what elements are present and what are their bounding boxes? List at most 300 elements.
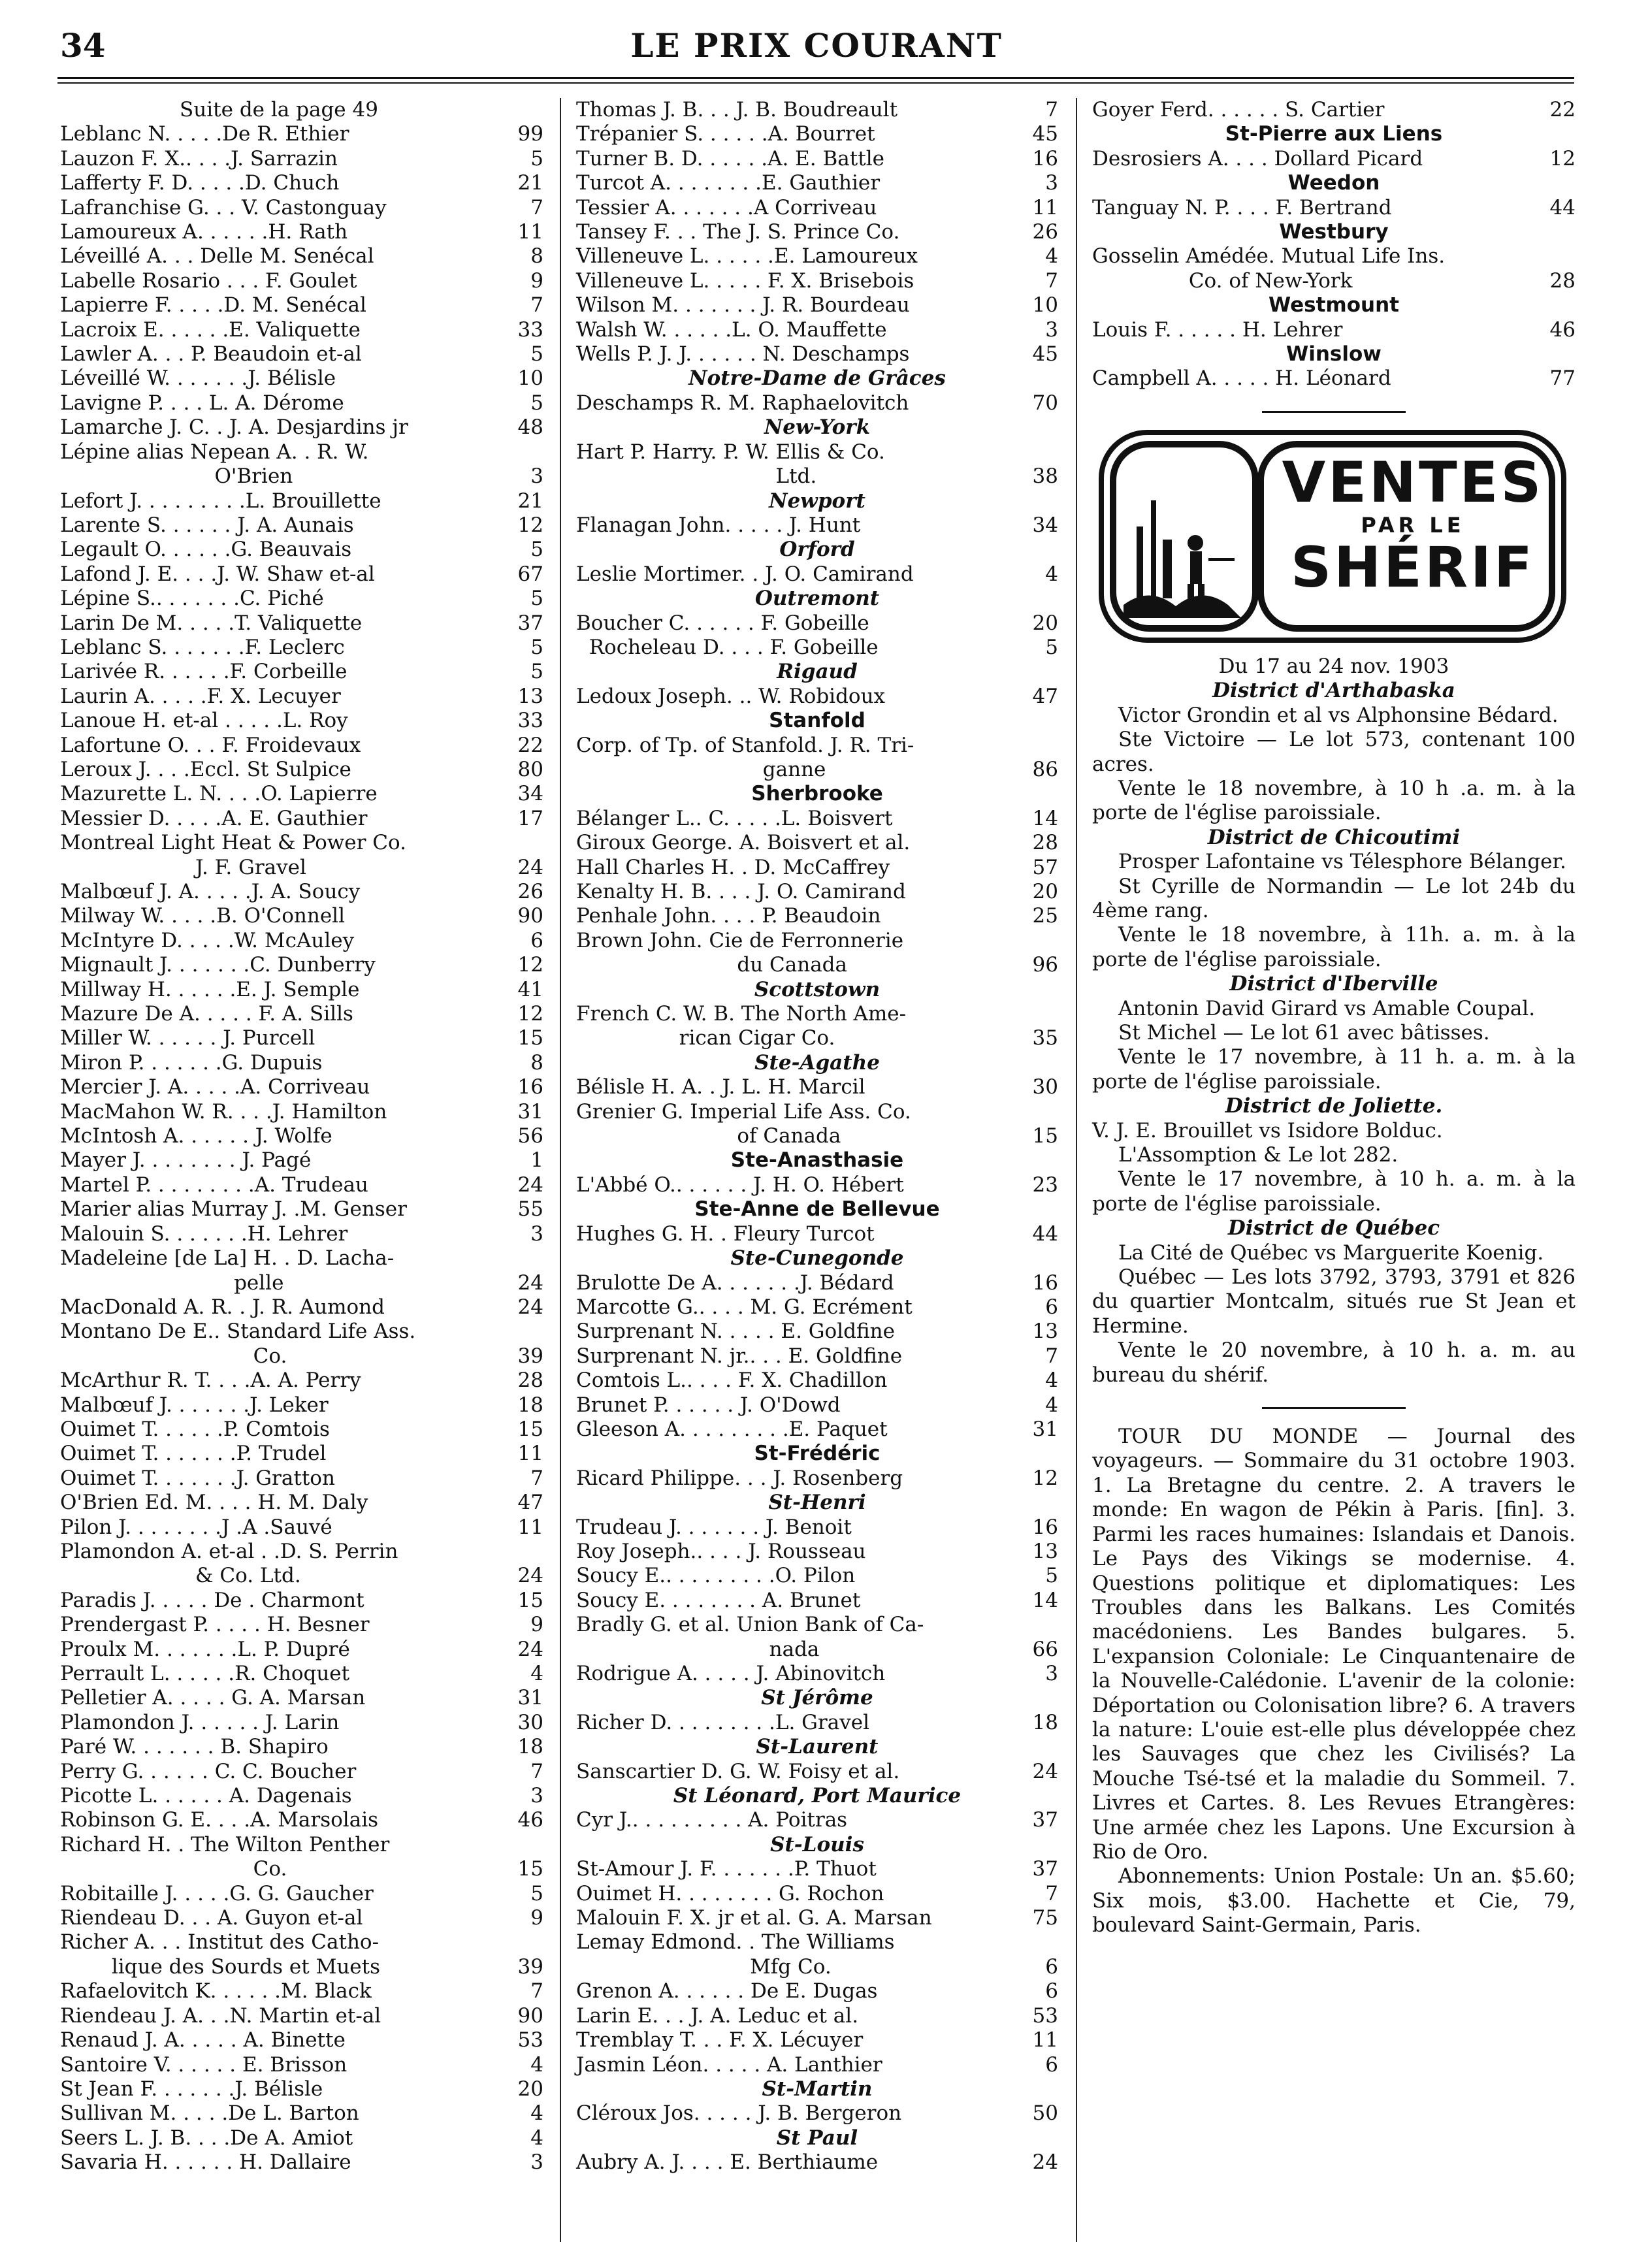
list-item	[576, 1760, 1058, 1784]
entry-amount: 44	[1032, 1222, 1058, 1246]
entry-amount: 4	[1045, 1369, 1058, 1393]
list-item	[576, 2028, 1058, 2052]
entry-names: Miron P. . . . . . .G. Dupuis	[60, 1050, 323, 1075]
entry-names: Flanagan John. . . . . J. Hunt	[576, 513, 861, 537]
entry-names: Léveillé W. . . . . . .J. Bélisle	[60, 366, 336, 391]
entry-names: St-Amour J. F. . . . . . .P. Thuot	[576, 1857, 877, 1881]
entry-amount: 17	[517, 806, 543, 830]
entry-amount: 6	[1045, 1979, 1058, 2003]
entry-amount: 15	[1032, 1124, 1058, 1148]
entry-amount: 13	[1032, 1320, 1058, 1344]
list-item	[576, 1613, 1058, 1662]
list-item	[60, 440, 543, 489]
entry-amount: 5	[530, 538, 543, 562]
entry-names: Jasmin Léon. . . . . A. Lanthier	[576, 2052, 882, 2077]
entry-amount: 4	[530, 2052, 543, 2077]
list-item	[576, 269, 1058, 293]
list-item	[1092, 318, 1576, 342]
locality-heading: Ste-Anne de Bellevue	[694, 1197, 940, 1222]
entry-amount: 39	[517, 1954, 543, 1979]
entry-names: Malbœuf J. A. . . . .J. A. Soucy	[60, 880, 361, 903]
entry-amount: 50	[1032, 2101, 1058, 2126]
list-item	[60, 342, 543, 366]
entry-names: Mayer J. . . . . . . . J. Pagé	[60, 1148, 312, 1173]
locality-heading: St Jérôme	[761, 1686, 873, 1710]
entry-names: Wilson M. . . . . . . J. R. Bourdeau	[576, 293, 910, 317]
entry-names: Martel P. . . . . . . . .A. Trudeau	[60, 1173, 368, 1197]
entry-names: Millway H. . . . . .E. J. Semple	[60, 977, 360, 1001]
entry-amount: 4	[530, 2126, 543, 2150]
entry-amount: 4	[530, 2101, 543, 2126]
sale-paragraph: Vente le 17 novembre, à 10 h. a. m. à la porte de l'église paroissiale.	[1092, 1167, 1576, 1216]
list-item	[1092, 147, 1576, 171]
entry-amount: 77	[1549, 366, 1576, 391]
list-item	[60, 1589, 543, 1613]
entry-names: Kenalty H. B. . . . J. O. Camirand	[576, 880, 906, 903]
sale-paragraph: Québec — Les lots 3792, 3793, 3791 et 826 du quartier Montcalm, situés rue St Jean et Hermine.	[1092, 1265, 1576, 1338]
list-item	[60, 2101, 543, 2126]
list-item	[1092, 196, 1576, 220]
list-item	[576, 562, 1058, 587]
column-2	[576, 98, 1058, 2268]
locality-heading: St-Louis	[770, 1832, 864, 1856]
list-item	[576, 342, 1058, 366]
list-item	[60, 1466, 543, 1491]
entry-amount: 13	[1032, 1539, 1058, 1563]
entry-amount: 7	[530, 1759, 543, 1783]
entry-amount: 24	[1032, 1759, 1058, 1783]
tour-du-monde-notice	[1092, 1425, 1576, 1938]
sheriff-sales-logo	[1097, 429, 1568, 644]
list-item	[1092, 98, 1576, 122]
entry-amount: 7	[1045, 1881, 1058, 1905]
entry-amount: 23	[1032, 1173, 1058, 1197]
list-item	[60, 1638, 543, 1662]
sale-paragraph: V. J. E. Brouillet vs Isidore Bolduc.	[1092, 1118, 1443, 1142]
list-item	[60, 1833, 543, 1882]
entry-names: Soucy E. . . . . . . . A. Brunet	[576, 1588, 861, 1612]
entry-names: Grenier G. Imperial Life Ass. Co. of Canada	[576, 1099, 911, 1148]
entry-amount: 31	[517, 1099, 543, 1124]
entry-names: Desrosiers A. . . . Dollard Picard	[1092, 146, 1423, 170]
entry-amount: 6	[1045, 2052, 1058, 2077]
entry-names: Madeleine [de La] H. . D. Lacha- pelle	[60, 1246, 395, 1295]
entry-names: Plamondon A. et-al . .D. S. Perrin & Co. Ltd.	[60, 1539, 398, 1588]
entry-amount: 7	[530, 195, 543, 219]
list-item	[60, 489, 543, 513]
list-item	[60, 758, 543, 782]
list-item	[60, 1613, 543, 1637]
list-item	[576, 147, 1058, 171]
masthead-title: LE PRIX COURANT	[630, 26, 1003, 65]
locality-heading: Notre-Dame de Grâces	[688, 366, 946, 391]
entry-names: Soucy E.. . . . . . . . .O. Pilon	[576, 1564, 856, 1588]
locality-heading: Weedon	[1287, 171, 1380, 195]
list-item	[60, 513, 543, 538]
entry-amount: 28	[1549, 268, 1576, 293]
logo-word-sherif: SHÉRIF	[1291, 534, 1535, 600]
sheriff-sales-list	[1092, 679, 1576, 1387]
entry-amount: 38	[1032, 464, 1058, 489]
entry-names: Larente S. . . . . . J. A. Aunais	[60, 513, 354, 537]
entry-amount: 5	[1045, 635, 1058, 659]
entry-names: St Jean F. . . . . . .J. Bélisle	[60, 2077, 323, 2101]
district-heading: District de Chicoutimi	[1207, 825, 1461, 849]
list-item	[576, 171, 1058, 195]
sheriff-dates: Du 17 au 24 nov. 1903	[1218, 654, 1449, 678]
entry-amount: 18	[517, 1393, 543, 1417]
entry-amount: 16	[1032, 146, 1058, 170]
entry-amount: 15	[517, 1857, 543, 1881]
entry-names: Villeneuve L. . . . . F. X. Brisebois	[576, 268, 914, 293]
entry-names: Trépanier S. . . . . .A. Bourret	[576, 122, 875, 146]
entry-amount: 12	[1032, 1466, 1058, 1490]
entry-amount: 26	[1032, 220, 1058, 244]
list-item	[60, 1075, 543, 1099]
entry-amount: 4	[1045, 244, 1058, 268]
entry-amount: 20	[1032, 611, 1058, 635]
locality-heading: Westbury	[1279, 220, 1389, 244]
entry-amount: 45	[1032, 342, 1058, 366]
list-item	[60, 366, 543, 391]
logo-word-par-le: PAR LE	[1361, 512, 1465, 538]
entry-names: Ouimet T. . . . . . .P. Trudel	[60, 1442, 327, 1466]
entry-names: Labelle Rosario . . . F. Goulet	[60, 268, 357, 293]
entry-amount: 8	[530, 1050, 543, 1075]
entry-amount: 24	[1032, 2150, 1058, 2175]
section-rule	[1262, 411, 1406, 413]
list-item	[60, 831, 543, 880]
list-item	[60, 1808, 543, 1832]
list-item	[1092, 244, 1576, 293]
entry-names: Ledoux Joseph. .. W. Robidoux	[576, 684, 886, 708]
list-item	[60, 1515, 543, 1540]
list-item	[60, 1100, 543, 1124]
entry-names: Wells P. J. J. . . . . . N. Deschamps	[576, 342, 910, 366]
entry-names: Trudeau J. . . . . . . J. Benoit	[576, 1515, 852, 1539]
entry-amount: 28	[1032, 831, 1058, 855]
list-item	[60, 98, 543, 122]
list-item	[60, 318, 543, 342]
entry-names: Aubry A. J. . . . E. Berthiaume	[576, 2150, 879, 2175]
entry-amount: 24	[517, 855, 543, 879]
locality-heading: Newport	[769, 489, 865, 513]
list-item	[60, 1148, 543, 1173]
entry-amount: 31	[1032, 1417, 1058, 1441]
locality-heading: New-York	[764, 415, 871, 440]
list-item	[60, 1711, 543, 1735]
entry-amount: 5	[530, 660, 543, 684]
list-item	[576, 1564, 1058, 1588]
entry-amount: 3	[530, 2150, 543, 2175]
entry-amount: 16	[517, 1075, 543, 1099]
entry-amount: 44	[1549, 195, 1576, 219]
entry-amount: 56	[517, 1124, 543, 1148]
list-item	[576, 1222, 1058, 1246]
entry-amount: 3	[530, 1784, 543, 1808]
entry-amount: 7	[530, 1979, 543, 2003]
entry-amount: 12	[517, 1002, 543, 1026]
entry-amount: 7	[1045, 268, 1058, 293]
entry-names: Cléroux Jos. . . . . J. B. Bergeron	[576, 2101, 902, 2126]
entry-amount: 10	[517, 366, 543, 391]
entry-amount: 55	[517, 1197, 543, 1222]
list-item	[60, 2150, 543, 2175]
entry-names: Sanscartier D. G. W. Foisy et al.	[576, 1759, 900, 1783]
entry-names: Mercier J. A. . . . .A. Corriveau	[60, 1075, 370, 1099]
entry-amount: 5	[530, 391, 543, 415]
list-item	[60, 1930, 543, 1979]
list-item	[576, 2101, 1058, 2126]
sale-paragraph: Vente le 17 novembre, à 11 h. a. m. à la porte de l'église paroissiale.	[1092, 1045, 1576, 1094]
entry-names: Robitaille J. . . . .G. G. Gaucher	[60, 1881, 374, 1905]
list-item	[60, 1735, 543, 1759]
entry-names: Deschamps R. M. Raphaelovitch	[576, 391, 909, 415]
entry-amount: 24	[517, 1637, 543, 1661]
list-item	[60, 171, 543, 195]
list-item	[576, 1589, 1058, 1613]
entry-names: Savaria H. . . . . . H. Dallaire	[60, 2150, 351, 2175]
list-item	[60, 587, 543, 611]
entry-names: Malbœuf J. . . . . . .J. Leker	[60, 1393, 329, 1417]
locality-heading: Winslow	[1286, 342, 1382, 366]
entry-amount: 16	[1032, 1271, 1058, 1295]
entry-names: Perrault L. . . . . .R. Choquet	[60, 1662, 350, 1685]
entry-names: Malouin F. X. jr et al. G. A. Marsan	[576, 1906, 932, 1930]
list-item	[576, 831, 1058, 855]
entry-amount: 7	[1045, 98, 1058, 122]
entry-names: Penhale John. . . . P. Beaudoin	[576, 904, 881, 928]
list-item	[576, 1173, 1058, 1197]
list-item	[60, 269, 543, 293]
entry-amount: 3	[1045, 171, 1058, 195]
entry-names: Roy Joseph.. . . . J. Rousseau	[576, 1539, 866, 1563]
entry-names: Tanguay N. P. . . . F. Bertrand	[1092, 195, 1392, 219]
entry-amount: 5	[530, 342, 543, 366]
entry-amount: 5	[530, 146, 543, 170]
entry-names: Larivée R. . . . . .F. Corbeille	[60, 660, 348, 684]
entry-names: Cyr J.. . . . . . . . . A. Poitras	[576, 1808, 848, 1832]
entry-names: Surprenant N. jr.. . . E. Goldfine	[576, 1344, 903, 1368]
page-number: 34	[60, 26, 106, 65]
tour-summary: TOUR DU MONDE — Journal des voyageurs. — Sommaire du 31 octobre 1903. 1. La Bretagne du centre. 2. A travers le monde: En wagon de Pékin à Paris. [fin]. 3. Parmi les races humaines: Islandais et Danois. Le Pays des Vikings se modernise. 4. Questions politique et diplomatiques: Les Troubles dans les Balkans. Les Comités macédoniens. Les Bandes bulgares. 5. L'expansion Coloniale: Le Cinquantenaire de la Nouvelle-Calédonie. L'avenir de la colonie: Déportation ou Colonisation libre? 6. A travers la nature: L'ouie est-elle plus développée chez les Sauvages que chez les Civilisés? La Mouche Tsé-tsé et la maladie du Sommeil. 7. Livres et Cartes. 8. Les Revues Etrangères: Une armée chez les Lapons. Une Excursion à Rio de Oro.	[1092, 1425, 1576, 1864]
entry-amount: 11	[517, 1515, 543, 1539]
district-heading: District d'Arthabaska	[1212, 679, 1455, 703]
entry-amount: 16	[1032, 1515, 1058, 1539]
list-item	[60, 660, 543, 684]
list-item	[576, 122, 1058, 146]
list-item	[576, 636, 1058, 660]
entry-amount: 7	[530, 1466, 543, 1490]
list-item	[576, 611, 1058, 636]
entry-amount: 5	[530, 587, 543, 611]
locality-heading: Westmount	[1269, 293, 1399, 317]
list-item	[576, 856, 1058, 880]
header-rule-bottom	[57, 82, 1574, 84]
entry-names: Miller W. . . . . . J. Purcell	[60, 1026, 315, 1050]
entry-amount: 45	[1032, 122, 1058, 146]
sale-paragraph: Vente le 20 novembre, à 10 h. a. m. au bureau du shérif.	[1092, 1338, 1576, 1387]
list-item	[576, 2053, 1058, 2077]
entry-amount: 47	[1032, 684, 1058, 708]
entry-names: Ricard Philippe. . . J. Rosenberg	[576, 1466, 903, 1490]
list-item	[60, 611, 543, 636]
entry-amount: 57	[1032, 855, 1058, 879]
locality-heading: Sherbrooke	[751, 782, 883, 806]
entry-names: Giroux George. A. Boisvert et al.	[576, 831, 911, 855]
entry-names: Lanoue H. et-al . . . . .L. Roy	[60, 709, 348, 733]
entry-names: Louis F. . . . . . H. Lehrer	[1092, 317, 1343, 342]
entry-amount: 5	[530, 1881, 543, 1905]
entry-amount: 30	[1032, 1075, 1058, 1099]
list-item	[60, 1173, 543, 1197]
locality-heading: Ste-Cunegonde	[730, 1246, 904, 1271]
entry-names: Lemay Edmond. . The Williams Mfg Co.	[576, 1930, 895, 1979]
list-item	[60, 1686, 543, 1710]
entry-names: Bradly G. et al. Union Bank of Ca- nada	[576, 1613, 924, 1661]
list-item	[60, 685, 543, 709]
entry-names: Suite de la page 49	[180, 98, 378, 122]
entry-amount: 21	[517, 171, 543, 195]
list-item	[576, 1002, 1058, 1051]
entry-names: Richer A. . . Institut des Catho- lique des Sourds et Muets	[60, 1930, 381, 1979]
entry-amount: 3	[1045, 1662, 1058, 1685]
locality-heading: St-Laurent	[756, 1735, 879, 1759]
list-item	[576, 807, 1058, 831]
list-item	[576, 929, 1058, 978]
entry-amount: 20	[517, 2077, 543, 2101]
entry-amount: 28	[517, 1369, 543, 1393]
list-item	[60, 1246, 543, 1295]
list-item	[576, 1271, 1058, 1295]
list-item	[60, 293, 543, 317]
entry-amount: 24	[517, 1173, 543, 1197]
entry-amount: 66	[1032, 1637, 1058, 1661]
list-item	[576, 2150, 1058, 2175]
list-item	[576, 734, 1058, 783]
entry-amount: 24	[517, 1271, 543, 1295]
entry-amount: 4	[1045, 1393, 1058, 1417]
entry-amount: 5	[1045, 1564, 1058, 1588]
entry-amount: 12	[1549, 146, 1576, 170]
list-item	[576, 2004, 1058, 2028]
list-item	[60, 196, 543, 220]
sale-paragraph: L'Assomption & Le lot 282.	[1118, 1143, 1399, 1167]
list-item	[576, 1320, 1058, 1344]
entry-names: Legault O. . . . . .G. Beauvais	[60, 538, 352, 562]
list-item	[60, 1760, 543, 1784]
list-item	[60, 122, 543, 146]
entry-names: Riendeau J. A. . .N. Martin et-al	[60, 2003, 381, 2028]
list-item	[60, 220, 543, 244]
list-item	[60, 1784, 543, 1808]
list-item	[60, 1197, 543, 1222]
entry-amount: 11	[1032, 2028, 1058, 2052]
list-item	[60, 904, 543, 928]
list-item	[576, 1930, 1058, 1979]
district-heading: District de Québec	[1227, 1216, 1440, 1240]
sale-paragraph: Prosper Lafontaine vs Télesphore Bélanger.	[1118, 850, 1566, 874]
entry-names: Bélanger L.. C. . . . .L. Boisvert	[576, 806, 893, 830]
list-item	[60, 2077, 543, 2101]
list-item	[60, 147, 543, 171]
list-item	[576, 1344, 1058, 1369]
entry-names: Hughes G. H. . Fleury Turcot	[576, 1222, 875, 1246]
column-divider	[560, 98, 561, 2242]
entry-amount: 34	[517, 782, 543, 806]
entry-names: Bélisle H. A. . J. L. H. Marcil	[576, 1075, 865, 1099]
entry-names: Picotte L. . . . . . A. Dagenais	[60, 1784, 352, 1808]
list-item	[576, 1515, 1058, 1540]
entry-names: Brunet P. . . . . . J. O'Dowd	[576, 1393, 841, 1417]
entry-names: Robinson G. E. . . .A. Marsolais	[60, 1808, 379, 1832]
list-item	[576, 1711, 1058, 1735]
list-item	[576, 1466, 1058, 1491]
entry-names: L'Abbé O.. . . . . . J. H. O. Hébert	[576, 1173, 904, 1197]
locality-heading: St-Henri	[768, 1491, 866, 1515]
locality-heading: Scottstown	[754, 977, 881, 1001]
list-item	[60, 1393, 543, 1418]
list-item	[60, 880, 543, 904]
district-heading: District d'Iberville	[1229, 972, 1438, 996]
entry-names: Proulx M. . . . . . .L. P. Dupré	[60, 1637, 350, 1661]
list-item	[60, 562, 543, 587]
entry-amount: 30	[517, 1710, 543, 1734]
locality-heading: St Léonard, Port Maurice	[673, 1784, 962, 1808]
list-item	[576, 1882, 1058, 1906]
entry-names: Tessier A. . . . . . .A Corriveau	[576, 195, 877, 219]
col3-entries	[1092, 98, 1576, 391]
entry-amount: 15	[517, 1417, 543, 1441]
entry-amount: 9	[530, 1613, 543, 1637]
entry-names: Pelletier A. . . . . G. A. Marsan	[60, 1686, 366, 1710]
sale-paragraph: Victor Grondin et al vs Alphonsine Bédard.	[1118, 703, 1559, 727]
list-item	[576, 440, 1058, 489]
entry-names: Rafaelovitch K. . . . . .M. Black	[60, 1979, 372, 2003]
entry-names: McIntyre D. . . . .W. McAuley	[60, 928, 355, 952]
entry-names: Messier D. . . . .A. E. Gauthier	[60, 806, 368, 830]
entry-amount: 6	[530, 928, 543, 952]
list-item	[60, 1442, 543, 1466]
list-item	[60, 1124, 543, 1148]
entry-names: Surprenant N. . . . . E. Goldfine	[576, 1320, 895, 1344]
entry-amount: 75	[1032, 1906, 1058, 1930]
entry-names: Lawler A. . . P. Beaudoin et-al	[60, 342, 362, 366]
entry-amount: 3	[530, 1222, 543, 1246]
entry-amount: 53	[1032, 2003, 1058, 2028]
locality-heading: Ste-Anasthasie	[730, 1148, 904, 1173]
entry-names: Thomas J. B. . . J. B. Boudreault	[576, 98, 898, 122]
entry-names: Paradis J. . . . . De . Charmont	[60, 1588, 364, 1612]
entry-amount: 9	[530, 268, 543, 293]
list-item	[60, 2126, 543, 2150]
entry-names: Lépine alias Nepean A. . R. W. O'Brien	[60, 440, 369, 489]
column-1	[60, 98, 543, 2268]
list-item	[60, 415, 543, 440]
entry-amount: 86	[1032, 757, 1058, 781]
list-item	[60, 1491, 543, 1515]
entry-names: Lefort J. . . . . . . . .L. Brouillette	[60, 489, 381, 513]
entry-names: Goyer Ferd. . . . . . S. Cartier	[1092, 98, 1385, 122]
entry-names: Lamoureux A. . . . . .H. Rath	[60, 220, 348, 244]
entry-names: Lacroix E. . . . . .E. Valiquette	[60, 317, 361, 342]
entry-names: Malouin S. . . . . . .H. Lehrer	[60, 1222, 348, 1246]
logo-word-ventes: VENTES	[1282, 449, 1544, 515]
entry-amount: 18	[1032, 1710, 1058, 1734]
entry-names: Leroux J. . . .Eccl. St Sulpice	[60, 757, 351, 781]
list-item	[60, 734, 543, 758]
entry-amount: 31	[517, 1686, 543, 1710]
